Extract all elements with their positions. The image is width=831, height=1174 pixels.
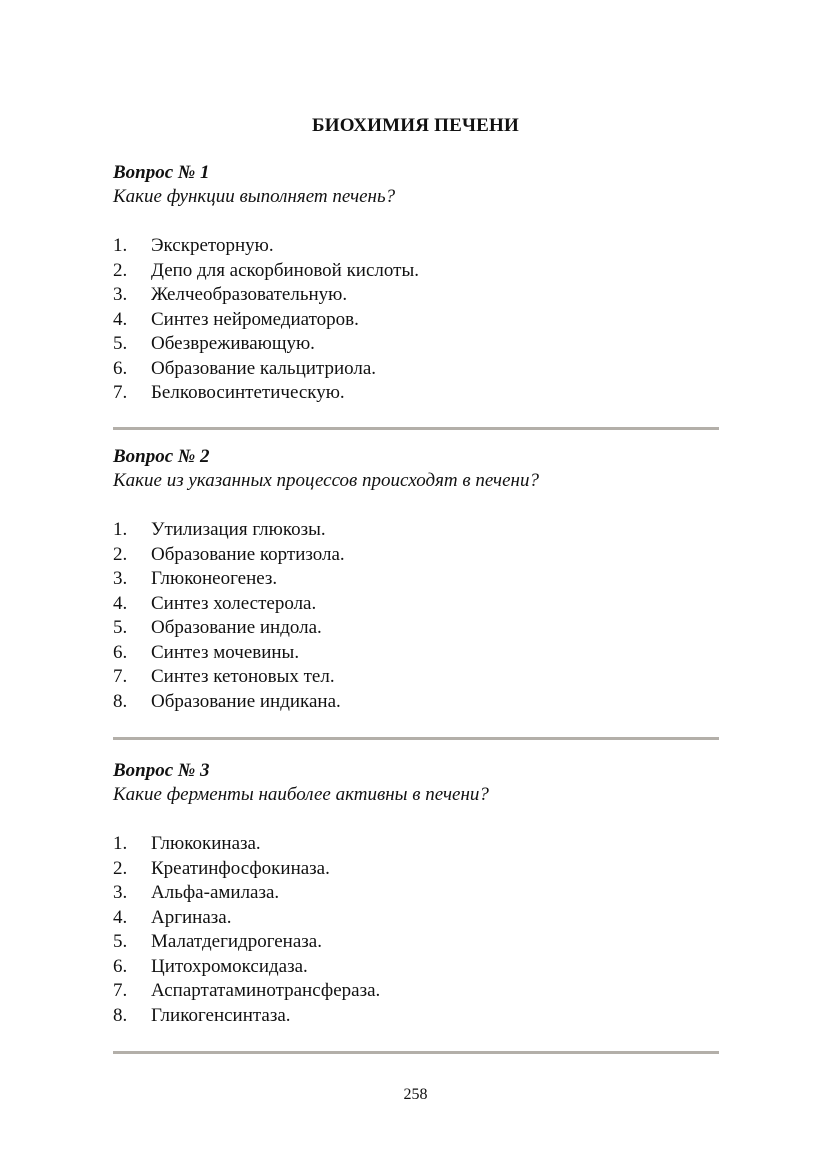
option-number: 5. xyxy=(113,333,128,354)
option-number: 3. xyxy=(113,882,128,903)
option-number: 8. xyxy=(113,1004,128,1026)
option-number: 5. xyxy=(113,617,128,638)
answer-option xyxy=(113,690,719,715)
option-text: Депо для аскорбиновой кислоты. xyxy=(151,259,419,281)
option-number: 2. xyxy=(113,857,128,879)
option-number: 4. xyxy=(113,906,128,928)
option-number: 2. xyxy=(113,259,128,281)
question-heading: Вопрос № 3 xyxy=(113,760,210,781)
answer-option xyxy=(113,592,719,617)
option-text: Малатдегидрогеназа. xyxy=(151,931,322,952)
question-heading: Вопрос № 1 xyxy=(113,162,210,183)
question-text: Какие функции выполняет печень? xyxy=(113,186,396,207)
option-text: Образование индикана. xyxy=(151,690,341,712)
answer-option xyxy=(113,283,719,308)
answer-option xyxy=(113,234,719,259)
section-divider xyxy=(113,427,719,430)
option-number: 7. xyxy=(113,980,128,1001)
option-number: 4. xyxy=(113,592,128,614)
answer-option xyxy=(113,357,719,382)
option-text: Синтез мочевины. xyxy=(151,641,300,663)
option-text: Образование кальцитриола. xyxy=(151,357,377,379)
option-number: 7. xyxy=(113,382,128,403)
question-1 xyxy=(113,161,719,406)
answer-option xyxy=(113,881,719,906)
section-divider xyxy=(113,1051,719,1054)
option-text: Глюкокиназа. xyxy=(151,833,261,854)
section-divider xyxy=(113,737,719,740)
answer-option xyxy=(113,832,719,857)
option-text: Утилизация глюкозы. xyxy=(151,519,326,540)
option-number: 6. xyxy=(113,357,128,379)
question-3 xyxy=(113,759,719,1028)
option-text: Синтез кетоновых тел. xyxy=(151,666,335,687)
option-number: 2. xyxy=(113,543,128,565)
answer-option xyxy=(113,381,719,406)
option-text: Креатинфосфокиназа. xyxy=(151,857,330,879)
option-text: Образование индола. xyxy=(151,617,322,638)
option-number: 3. xyxy=(113,284,128,305)
answer-option xyxy=(113,906,719,931)
option-text: Образование кортизола. xyxy=(151,543,345,565)
option-number: 1. xyxy=(113,519,128,540)
option-number: 6. xyxy=(113,955,128,977)
option-number: 1. xyxy=(113,833,128,854)
option-text: Гликогенсинтаза. xyxy=(151,1004,291,1026)
option-number: 5. xyxy=(113,931,128,952)
option-text: Желчеобразовательную. xyxy=(151,284,348,305)
page-title: БИОХИМИЯ ПЕЧЕНИ xyxy=(312,115,519,136)
answer-option xyxy=(113,857,719,882)
option-text: Обезвреживающую. xyxy=(151,333,315,354)
answer-options xyxy=(113,518,719,714)
question-heading: Вопрос № 2 xyxy=(113,446,210,467)
option-number: 1. xyxy=(113,235,128,256)
option-number: 6. xyxy=(113,641,128,663)
answer-option xyxy=(113,543,719,568)
answer-options xyxy=(113,234,719,406)
answer-option xyxy=(113,518,719,543)
option-number: 3. xyxy=(113,568,128,589)
option-number: 8. xyxy=(113,690,128,712)
question-text: Какие из указанных процессов происходят в печени? xyxy=(113,470,539,491)
answer-option xyxy=(113,616,719,641)
answer-option xyxy=(113,979,719,1004)
answer-option xyxy=(113,308,719,333)
option-text: Экскреторную. xyxy=(151,235,274,256)
answer-option xyxy=(113,332,719,357)
answer-option xyxy=(113,955,719,980)
option-text: Глюконеогенез. xyxy=(151,568,278,589)
answer-options xyxy=(113,832,719,1028)
answer-option xyxy=(113,567,719,592)
option-text: Белковосинтетическую. xyxy=(151,382,345,403)
option-text: Аспартатаминотрансфераза. xyxy=(151,980,381,1001)
option-text: Альфа-амилаза. xyxy=(151,882,280,903)
option-text: Цитохромоксидаза. xyxy=(151,955,308,977)
answer-option xyxy=(113,930,719,955)
option-number: 4. xyxy=(113,308,128,330)
answer-option xyxy=(113,665,719,690)
option-text: Синтез нейромедиаторов. xyxy=(151,308,359,330)
option-text: Синтез холестерола. xyxy=(151,592,317,614)
answer-option xyxy=(113,1004,719,1029)
answer-option xyxy=(113,259,719,284)
question-2 xyxy=(113,445,719,714)
option-number: 7. xyxy=(113,666,128,687)
answer-option xyxy=(113,641,719,666)
option-text: Аргиназа. xyxy=(151,906,232,928)
page-number: 258 xyxy=(403,1086,428,1103)
question-text: Какие ферменты наиболее активны в печени? xyxy=(113,784,489,805)
